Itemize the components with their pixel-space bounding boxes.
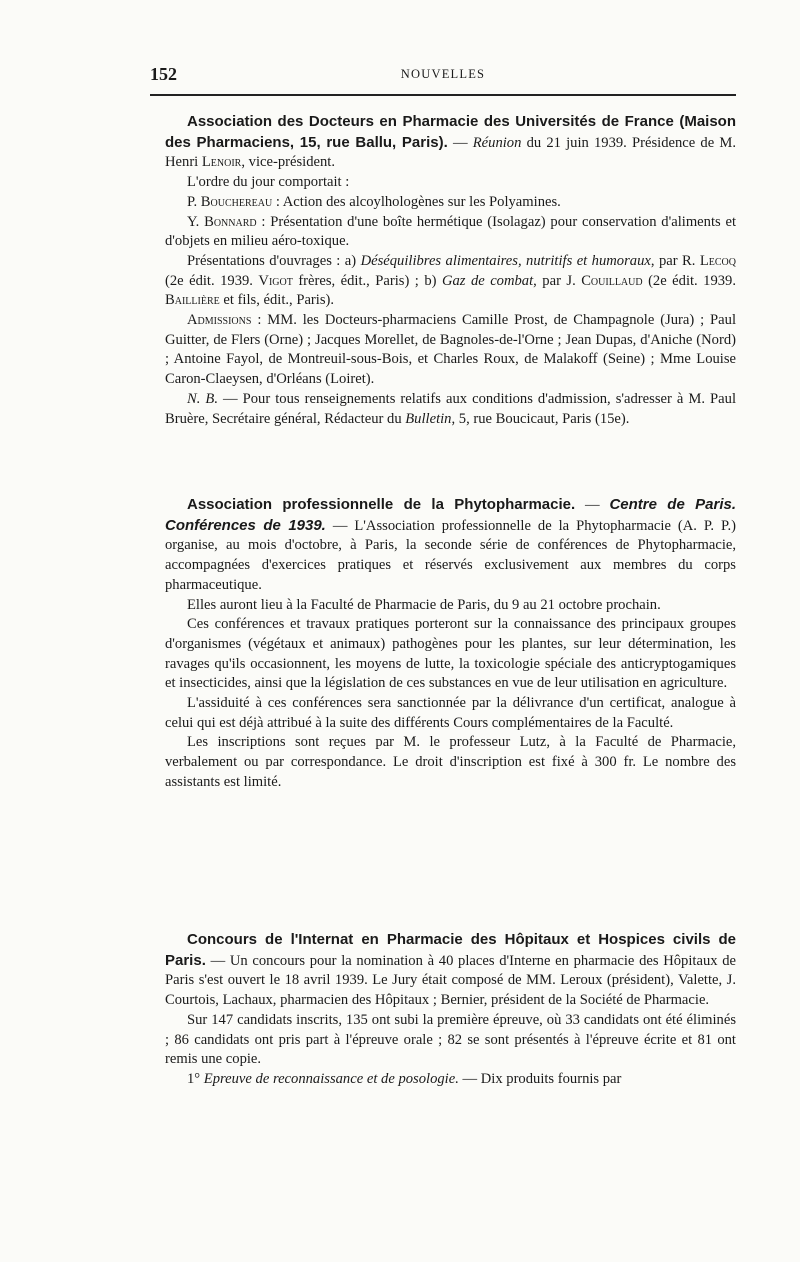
book-presentations: Présentations d'ouvrages : a) Déséquilibres alimentaires, nutritifs et humoraux, par R. Lecoq (2e édit. 1939. Vigot frères, édit., Paris) ; b) Gaz de combat, par J. Couillaud (2e édit. 1939. Baillière et fils, édit., Paris). [165,252,737,309]
paragraph: 1° Epreuve de reconnaissance et de posologie. — Dix produits fournis par [187,1070,622,1087]
page-header [150,60,736,96]
agenda-item: Y. Bonnard : Présentation d'une boîte hermétique (Isolagaz) pour conservation d'aliments et d'objets en milieu aéro-toxique. [165,213,736,250]
reunion-label: Réunion [472,134,522,151]
page-number: 152 [150,64,177,84]
paragraph: Les inscriptions sont reçues par M. le professeur Lutz, à la Faculté de Pharmacie, verbalement ou par correspondance. Le droit d'inscription est fixé à 300 fr. Le nombre des assistants est limité. [165,734,736,790]
article-title: Association des Docteurs en Pharmacie des Universités de France (Maison des Pharmaciens, 15, rue Ballu, Paris). [165,113,736,151]
article-subtitle: Centre de Paris. Conférences de 1939. [165,496,737,534]
nota-bene-paragraph: N. B. — Pour tous renseignements relatifs aux conditions d'admission, s'adresser à M. Paul Bruère, Secrétaire général, Rédacteur du Bulletin, 5, rue Boucicaut, Paris (15e). [165,390,736,427]
agenda-item: P. Bouchereau : Action des alcoylhologènes sur les Polyamines. [187,193,561,210]
agenda-intro: L'ordre du jour comportait : [187,174,350,191]
article-heading-paragraph: Concours de l'Internat en Pharmacie des Hôpitaux et Hospices civils de Paris. — Un concours pour la nomination à 40 places d'Interne en pharmacie des Hôpitaux de Paris s'est ouvert le 18 avril 1939. Le Jury était composé de MM. Leroux (président), Valette, J. Courtois, Lachaux, pharmacien des Hôpitaux ; Bernier, président de la Société de Pharmacie. [165,931,737,1009]
article-docteurs-pharmacie [165,112,736,429]
article-title: Concours de l'Internat en Pharmacie des Hôpitaux et Hospices civils de Paris. [165,931,736,969]
running-title: NOUVELLES [400,67,486,81]
article-phytopharmacie [165,495,736,793]
admissions-paragraph: Admissions : MM. les Docteurs-pharmaciens Camille Prost, de Champagnole (Jura) ; Paul Guitter, de Flers (Orne) ; Jacques Morellet, de Bagnoles-de-l'Orne ; Jean Dupas, d'Aniche (Nord) ; Antoine Fayol, de Montreuil-sous-Bois, et Charles Roux, de Malakoff (Seine) ; Mme Louise Caron-Claeysen, d'Orléans (Loiret). [165,312,736,388]
header-rule [150,94,736,96]
paragraph: Sur 147 candidats inscrits, 135 ont subi la première épreuve, où 33 candidats ont été éliminés ; 86 candidats ont pris part à l'épreuve orale ; 82 se sont présentés à l'épreuve écrite et 81 ont remis une copie. [165,1011,736,1068]
paragraph: Elles auront lieu à la Faculté de Pharmacie de Paris, du 9 au 21 octobre prochain. [187,596,661,613]
paragraph: L'assiduité à ces conférences sera sanctionnée par la délivrance d'un certificat, analogue à celui qui est déjà attribué à la suite des différents Cours complémentaires de la Faculté. [165,695,736,731]
article-internat-pharmacie [165,930,736,1090]
article-title: Association professionnelle de la Phytopharmacie. [187,496,576,513]
paragraph: Ces conférences et travaux pratiques porteront sur la connaissance des principaux groupes d'organismes (végétaux et animaux) pathogènes pour les plantes, sur leur détermination, les ravages qu'ils occasionnent, les moyens de lutte, la toxicologie spéciale des anticryptogamiques et insecticides, ainsi que la législation de ces substances en vue de leur utilisation en agriculture. [165,616,736,692]
article-heading-paragraph: Association professionnelle de la Phytopharmacie. — Centre de Paris. Conférences de 1939. — L'Association professionnelle de la Phytopharmacie (A. P. P.) organise, au mois d'octobre, à Paris, la seconde série de conférences de Phytopharmacie, accompagnées d'exercices pratiques et réservés exclusivement aux membres du corps pharmaceutique. [165,496,737,593]
article-heading-paragraph: Association des Docteurs en Pharmacie des Universités de France (Maison des Pharmaciens, 15, rue Ballu, Paris). — Réunion du 21 juin 1939. Présidence de M. Henri Lenoir, vice-président. [165,113,736,171]
president-name: Lenoir [201,154,242,171]
